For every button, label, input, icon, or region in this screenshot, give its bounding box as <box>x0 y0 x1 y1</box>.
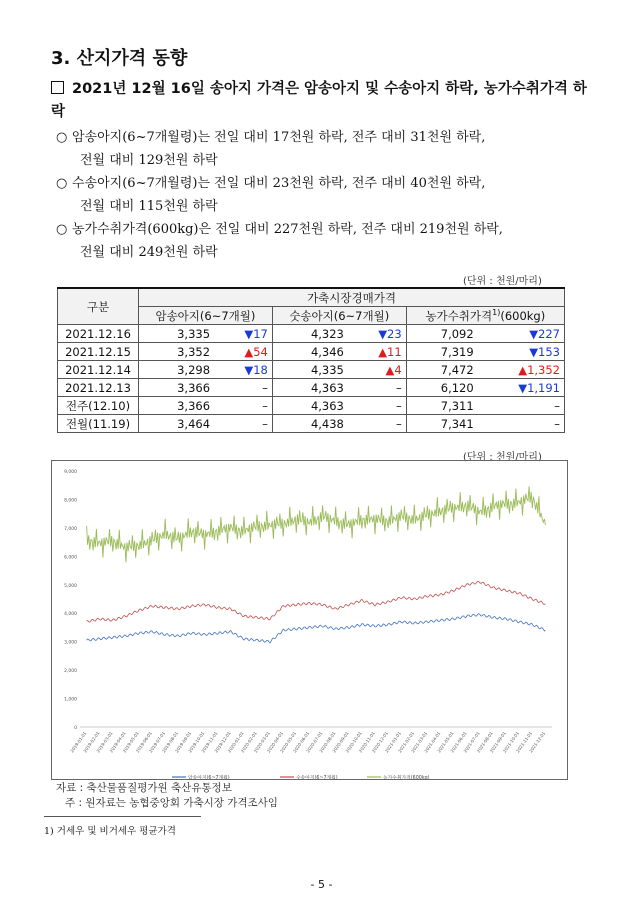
price-chart <box>51 460 568 780</box>
cell-farm-price: 7,092 <box>406 325 478 343</box>
x-tick-label: 2020-06-01 <box>292 730 311 754</box>
x-tick-label: 2020-05-01 <box>279 730 298 754</box>
x-tick-label: 2019-12-01 <box>213 730 232 754</box>
bullet-line: 전월 대비 129천원 하락 <box>80 153 218 168</box>
cell-farm-price: 6,120 <box>406 379 478 397</box>
x-tick-label: 2020-04-01 <box>265 730 285 754</box>
x-tick-label: 2021-05-01 <box>436 730 455 754</box>
bullet-line: 암송아지(6~7개월령)는 전일 대비 17천원 하락, 전주 대비 31천원 하락, <box>72 130 486 145</box>
cell-farm-change: ▼153 <box>478 343 565 361</box>
page-number: - 5 - <box>310 878 333 891</box>
price-table <box>57 287 565 433</box>
x-tick-label: 2021-04-01 <box>423 730 442 754</box>
table-row <box>58 343 565 361</box>
x-tick-label: 2021-06-01 <box>449 730 468 754</box>
note-label: 주 : 원자료는 농협중앙회 가축시장 가격조사임 <box>65 797 278 809</box>
cell-female-price: 3,464 <box>139 415 215 433</box>
footnote: 1) 거세우 및 비거세우 평균가격 <box>44 826 176 837</box>
cell-female-change: – <box>214 379 272 397</box>
y-tick-label: 2,000 <box>64 669 77 675</box>
cell-female-change: – <box>214 397 272 415</box>
x-tick-label: 2019-07-01 <box>147 730 167 754</box>
header-male-calf: 숫송아지(6~7개월) <box>272 307 406 325</box>
cell-male-price: 4,323 <box>272 325 348 343</box>
x-tick-label: 2020-02-01 <box>239 730 258 754</box>
bullet-farm-price <box>56 218 576 264</box>
cell-farm-change: ▲1,352 <box>478 361 565 379</box>
legend-label: 농가수취가격(600kg) <box>383 776 430 779</box>
cell-male-change: – <box>348 415 406 433</box>
row-date: 전주(12.10) <box>58 397 139 415</box>
x-tick-label: 2021-10-01 <box>501 730 521 754</box>
x-tick-label: 2020-01-01 <box>226 730 245 754</box>
cell-farm-price: 7,472 <box>406 361 478 379</box>
y-tick-label: 4,000 <box>64 612 77 618</box>
header-farm-price: 농가수취가격$^{1)}$(600kg) <box>406 307 564 325</box>
section-title: 3. 산지가격 동향 <box>51 48 188 69</box>
row-date: 2021.12.14 <box>58 361 139 379</box>
bullet-line: 농가수취가격(600kg)은 전일 대비 227천원 하락, 전주 대비 219천원 하락, <box>72 222 503 237</box>
x-tick-label: 2019-03-01 <box>95 730 114 754</box>
cell-farm-change: – <box>478 415 565 433</box>
x-tick-label: 2021-03-01 <box>410 730 429 754</box>
table-row <box>58 415 565 433</box>
x-tick-label: 2021-07-01 <box>462 730 481 754</box>
cell-female-price: 3,352 <box>139 343 215 361</box>
y-tick-label: 7,000 <box>64 526 77 532</box>
series-line <box>87 614 546 643</box>
cell-farm-change: – <box>478 397 565 415</box>
x-tick-label: 2021-12-01 <box>528 730 547 754</box>
x-tick-label: 2020-08-01 <box>318 730 337 754</box>
table-row <box>58 397 565 415</box>
y-tick-label: 0 <box>74 726 77 731</box>
legend-label: 암송아지(6~7개월) <box>188 776 230 779</box>
cell-female-price: 3,366 <box>139 379 215 397</box>
x-tick-label: 2019-10-01 <box>187 730 206 754</box>
cell-female-change: – <box>214 415 272 433</box>
cell-male-change: ▼23 <box>348 325 406 343</box>
y-tick-label: 9,000 <box>64 470 77 475</box>
cell-female-change: ▼17 <box>214 325 272 343</box>
super-header: 가축시장경매가격 <box>139 288 565 307</box>
cell-male-price: 4,346 <box>272 343 348 361</box>
x-tick-label: 2019-09-01 <box>174 730 193 754</box>
circle-bullet-icon: ○ <box>56 130 68 145</box>
cell-farm-change: ▼227 <box>478 325 565 343</box>
x-tick-label: 2020-12-01 <box>370 730 389 754</box>
circle-bullet-icon: ○ <box>56 176 68 191</box>
bullet-male-calf <box>56 172 576 218</box>
circle-bullet-icon: ○ <box>56 222 68 237</box>
cell-female-change: ▲54 <box>214 343 272 361</box>
bullet-line: 수송아지(6~7개월령)는 전일 대비 23천원 하락, 전주 대비 40천원 하락, <box>72 176 486 191</box>
x-tick-label: 2021-02-01 <box>397 730 416 754</box>
x-tick-label: 2019-02-01 <box>82 730 101 754</box>
x-tick-label: 2019-06-01 <box>134 730 153 754</box>
checkbox-square-icon <box>51 81 64 94</box>
y-tick-label: 1,000 <box>64 697 77 703</box>
cell-farm-price: 7,311 <box>406 397 478 415</box>
headline <box>51 78 591 124</box>
table-row <box>58 361 565 379</box>
x-tick-label: 2020-11-01 <box>357 730 376 754</box>
cell-male-change: – <box>348 397 406 415</box>
x-tick-label: 2021-09-01 <box>488 730 507 754</box>
table-row <box>58 325 565 343</box>
y-tick-label: 3,000 <box>64 640 77 646</box>
table-row <box>58 379 565 397</box>
cell-farm-price: 7,319 <box>406 343 478 361</box>
row-date: 2021.12.13 <box>58 379 139 397</box>
x-tick-label: 2019-11-01 <box>200 730 219 754</box>
cell-female-price: 3,366 <box>139 397 215 415</box>
x-tick-label: 2020-10-01 <box>344 730 363 754</box>
footnote-divider <box>44 816 201 817</box>
cell-male-price: 4,438 <box>272 415 348 433</box>
price-line-chart <box>52 461 567 779</box>
bullet-line: 전월 대비 115천원 하락 <box>80 199 218 214</box>
cell-male-price: 4,363 <box>272 379 348 397</box>
legend-label: 숫송아지(6~7개월) <box>296 776 338 779</box>
cell-male-price: 4,363 <box>272 397 348 415</box>
x-tick-label: 2021-08-01 <box>475 730 494 754</box>
row-date: 전월(11.19) <box>58 415 139 433</box>
x-tick-label: 2019-01-01 <box>69 730 88 754</box>
headline-text: 2021년 12월 16일 송아지 가격은 암송아지 및 수송아지 하락, 농가수취가격 하락 <box>51 81 587 120</box>
header-female-calf: 암송아지(6~7개월) <box>139 307 273 325</box>
y-tick-label: 5,000 <box>64 583 77 589</box>
source-label: 자료 : 축산물품질평가원 축산유통정보 <box>56 782 232 794</box>
chart-unit-label: (단위 : 천원/마리) <box>463 452 542 463</box>
bullet-female-calf <box>56 126 576 172</box>
y-tick-label: 8,000 <box>64 498 77 504</box>
table-unit-label: (단위 : 천원/마리) <box>463 276 542 287</box>
table-body <box>58 325 565 433</box>
x-tick-label: 2019-05-01 <box>121 730 140 754</box>
cell-male-price: 4,335 <box>272 361 348 379</box>
x-tick-label: 2020-09-01 <box>331 730 350 754</box>
x-tick-label: 2020-07-01 <box>305 730 324 754</box>
cell-female-price: 3,335 <box>139 325 215 343</box>
cell-male-change: – <box>348 379 406 397</box>
x-tick-label: 2021-11-01 <box>515 730 534 754</box>
col-group-header: 구분 <box>58 288 139 325</box>
x-tick-label: 2019-04-01 <box>108 730 127 754</box>
cell-female-price: 3,298 <box>139 361 215 379</box>
x-tick-label: 2021-01-01 <box>383 730 403 754</box>
cell-farm-price: 7,341 <box>406 415 478 433</box>
row-date: 2021.12.16 <box>58 325 139 343</box>
x-tick-label: 2019-08-01 <box>161 730 180 754</box>
cell-male-change: ▲11 <box>348 343 406 361</box>
y-tick-label: 6,000 <box>64 555 77 561</box>
cell-farm-change: ▼1,191 <box>478 379 565 397</box>
x-tick-label: 2020-03-01 <box>252 730 271 754</box>
cell-female-change: ▼18 <box>214 361 272 379</box>
row-date: 2021.12.15 <box>58 343 139 361</box>
bullet-line: 전월 대비 249천원 하락 <box>80 245 218 260</box>
series-line <box>87 486 546 562</box>
cell-male-change: ▲4 <box>348 361 406 379</box>
